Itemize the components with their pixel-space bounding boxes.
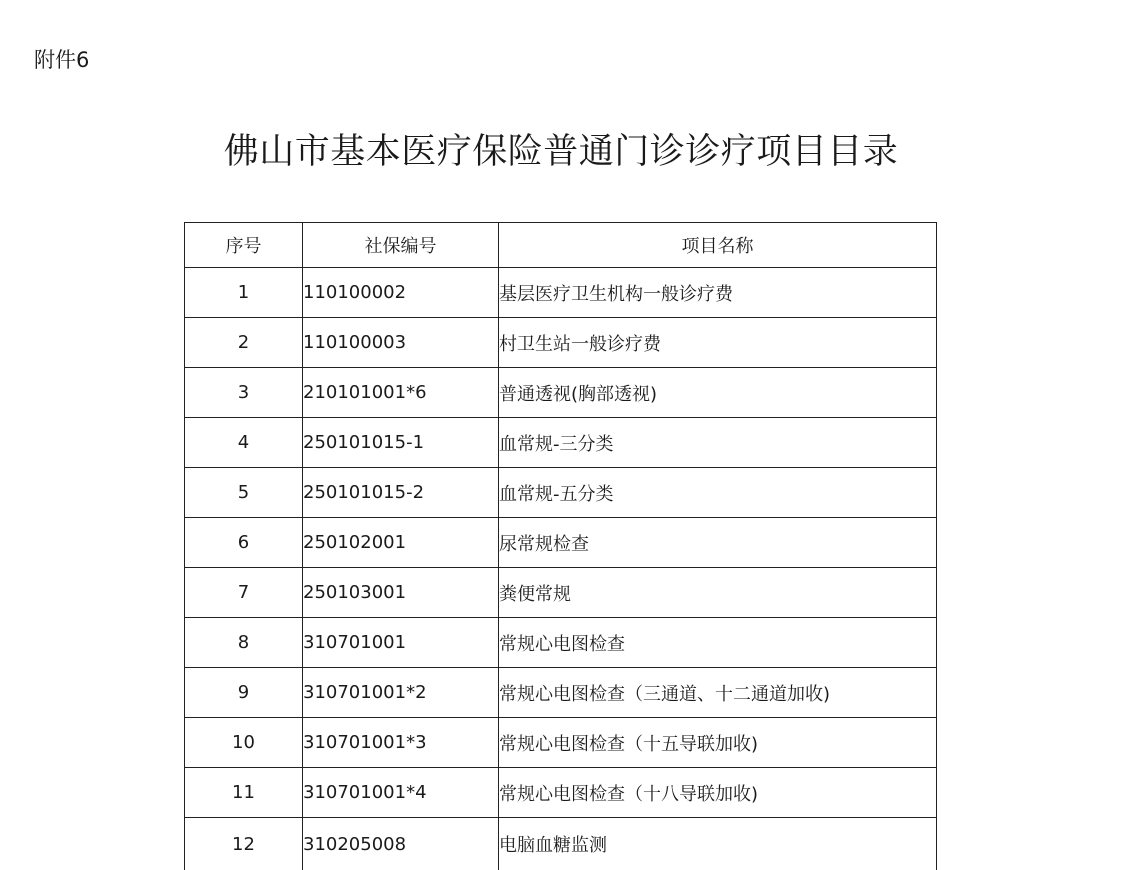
row-name: 基层医疗卫生机构一般诊疗费 (499, 268, 937, 318)
row-code: 310701001*4 (303, 768, 499, 818)
row-name: 村卫生站一般诊疗费 (499, 318, 937, 368)
row-seq: 4 (185, 418, 303, 468)
table-row (185, 318, 937, 368)
row-code: 310701001*2 (303, 668, 499, 718)
header-seq: 序号 (185, 223, 303, 268)
row-seq: 11 (185, 768, 303, 818)
table-row (185, 818, 937, 870)
row-code: 110100003 (303, 318, 499, 368)
table-row (185, 768, 937, 818)
project-catalog-table (184, 222, 937, 870)
document-title: 佛山市基本医疗保险普通门诊诊疗项目目录 (223, 132, 899, 172)
row-name: 电脑血糖监测 (499, 818, 937, 870)
row-seq: 3 (185, 368, 303, 418)
row-seq: 1 (185, 268, 303, 318)
table-row (185, 268, 937, 318)
table-row (185, 668, 937, 718)
row-seq: 6 (185, 518, 303, 568)
row-code: 310205008 (303, 818, 499, 870)
row-code: 110100002 (303, 268, 499, 318)
row-seq: 8 (185, 618, 303, 668)
row-name: 尿常规检查 (499, 518, 937, 568)
row-name: 血常规-三分类 (499, 418, 937, 468)
row-code: 250101015-1 (303, 418, 499, 468)
row-code: 250101015-2 (303, 468, 499, 518)
row-name: 血常规-五分类 (499, 468, 937, 518)
table-row (185, 718, 937, 768)
table-row (185, 418, 937, 468)
row-code: 310701001*3 (303, 718, 499, 768)
row-code: 250103001 (303, 568, 499, 618)
row-seq: 10 (185, 718, 303, 768)
row-code: 250102001 (303, 518, 499, 568)
header-name: 项目名称 (499, 223, 937, 268)
row-name: 常规心电图检查 (499, 618, 937, 668)
row-name: 普通透视(胸部透视) (499, 368, 937, 418)
row-name: 粪便常规 (499, 568, 937, 618)
attachment-label: 附件6 (34, 48, 90, 72)
row-seq: 12 (185, 818, 303, 870)
row-seq: 9 (185, 668, 303, 718)
row-seq: 7 (185, 568, 303, 618)
table-header-row (185, 223, 937, 268)
row-name: 常规心电图检查（十五导联加收) (499, 718, 937, 768)
row-seq: 2 (185, 318, 303, 368)
table-row (185, 518, 937, 568)
header-code: 社保编号 (303, 223, 499, 268)
row-seq: 5 (185, 468, 303, 518)
table-row (185, 568, 937, 618)
row-code: 210101001*6 (303, 368, 499, 418)
row-name: 常规心电图检查（十八导联加收) (499, 768, 937, 818)
table-row (185, 468, 937, 518)
table-row (185, 618, 937, 668)
row-name: 常规心电图检查（三通道、十二通道加收) (499, 668, 937, 718)
row-code: 310701001 (303, 618, 499, 668)
table-row (185, 368, 937, 418)
